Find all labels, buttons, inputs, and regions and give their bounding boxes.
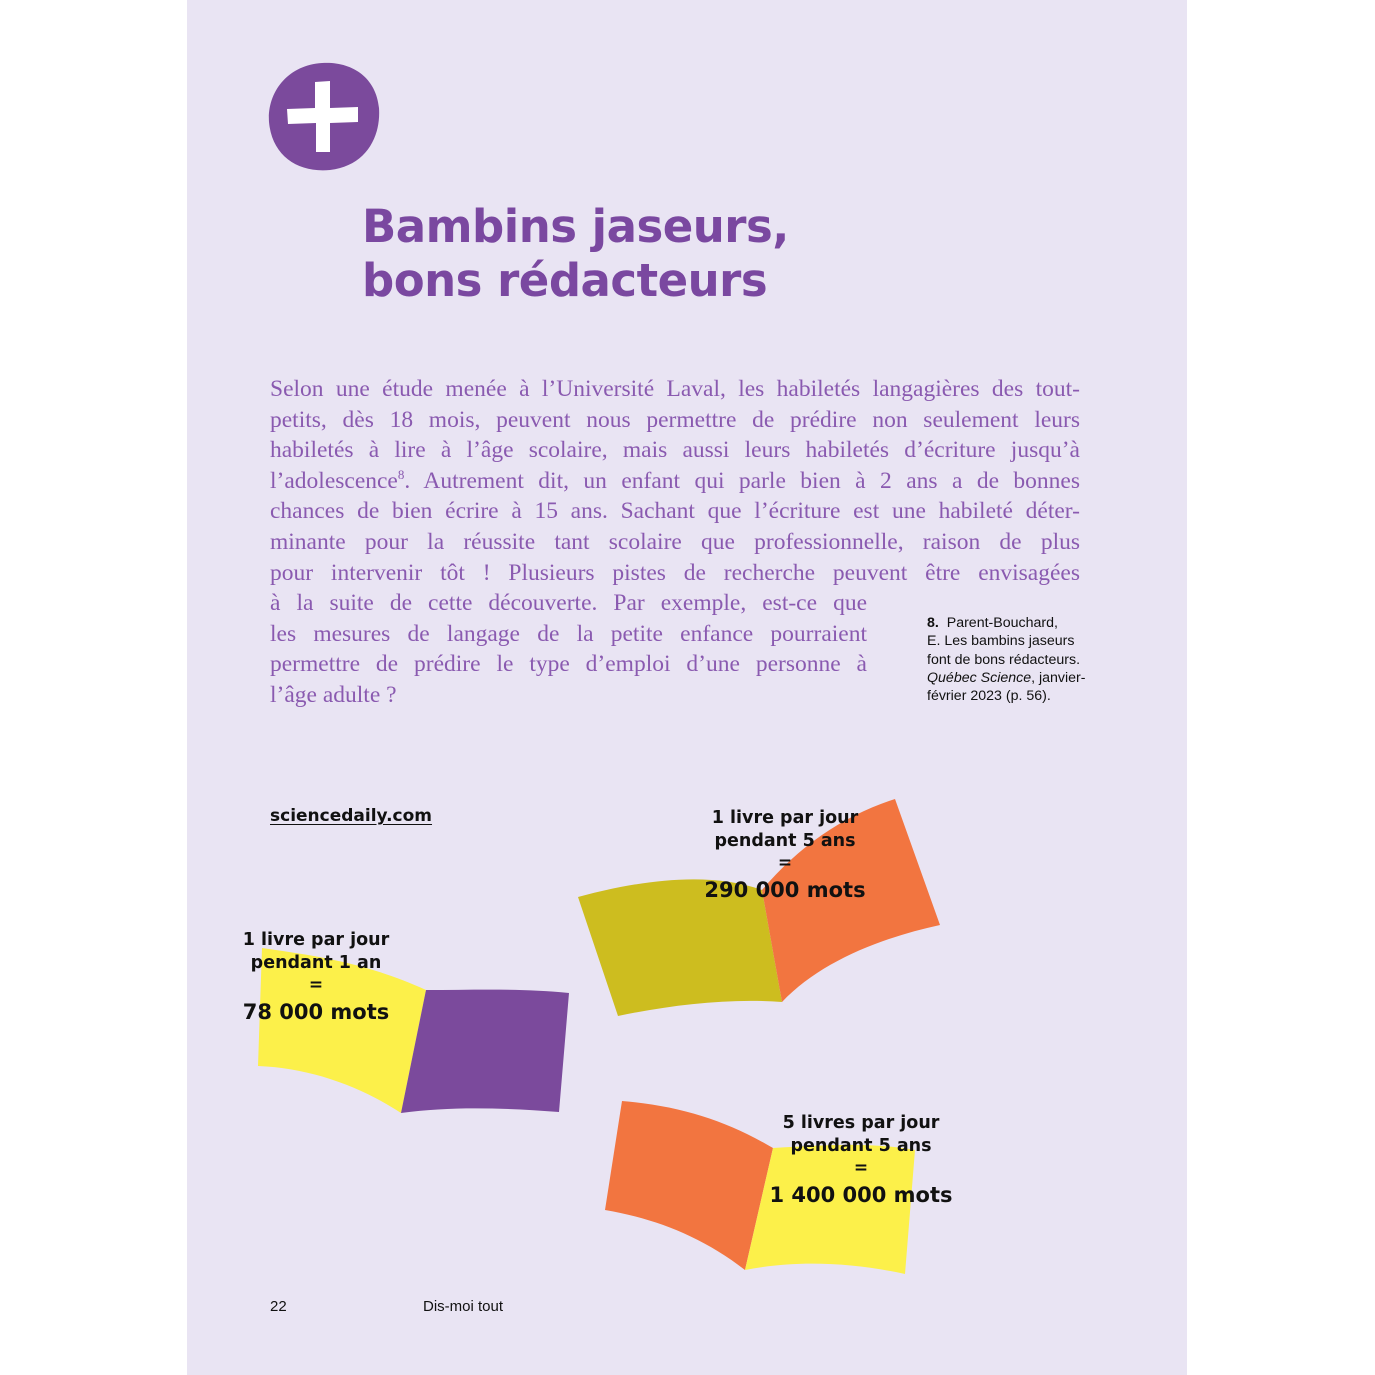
footnote-reference[interactable]: 8 bbox=[397, 466, 405, 482]
book-label-1 bbox=[236, 929, 396, 1028]
body-line: Selon une étude menée à l’Université Laval, les habiletés langagières des tout- bbox=[270, 376, 1080, 402]
book-total: 290 000 mots bbox=[704, 878, 866, 902]
book-rate: 5 livres par jour bbox=[782, 1113, 940, 1133]
body-line-part: . Autrement dit, un enfant qui parle bien à 2 ans a de bonnes bbox=[404, 467, 1080, 494]
title-line-2: bons rédacteurs bbox=[362, 254, 768, 307]
footnote-line: février 2023 (p. 56). bbox=[927, 688, 1051, 705]
book-equals: = bbox=[853, 1158, 869, 1178]
body-line: permettre de prédire le type d’emploi d’une personne à bbox=[270, 651, 867, 678]
body-line: à la suite de cette découverte. Par exemple, est-ce que bbox=[270, 590, 867, 617]
body-line: chances de bien écrire à 15 ans. Sachant que l’écriture est une habileté déter- bbox=[270, 498, 1080, 525]
body-line: habiletés à lire à l’âge scolaire, mais aussi leurs habiletés d’écriture jusqu’à bbox=[270, 437, 1080, 464]
book-equals: = bbox=[777, 853, 793, 873]
footnote-line: font de bons rédacteurs. bbox=[927, 651, 1081, 668]
title-line-1: Bambins jaseurs, bbox=[362, 200, 789, 253]
page-number: 22 bbox=[270, 1298, 287, 1315]
book-label-2 bbox=[700, 807, 870, 906]
source-link[interactable]: sciencedaily.com bbox=[270, 806, 433, 826]
footnote-number: 8. bbox=[927, 615, 939, 631]
body-line: l’âge adulte ? bbox=[270, 681, 397, 708]
footnote-line: E. Les bambins jaseurs bbox=[927, 633, 1075, 650]
body-line: petits, dès 18 mois, peuvent nous permettre de prédire non seulement leurs bbox=[270, 406, 1080, 433]
body-line: les mesures de langage de la petite enfance pourraient bbox=[270, 620, 867, 647]
book-rate: 1 livre par jour bbox=[242, 930, 390, 950]
body-line-part: l’adolescence bbox=[270, 467, 398, 494]
book-total: 1 400 000 mots bbox=[769, 1183, 953, 1207]
book-label-3 bbox=[766, 1112, 956, 1211]
book-equals: = bbox=[308, 975, 324, 995]
body-line: pour intervenir tôt ! Plusieurs pistes de recherche peuvent être envisagées bbox=[270, 559, 1080, 586]
book-duration: pendant 5 ans bbox=[790, 1136, 932, 1156]
book-duration: pendant 5 ans bbox=[714, 831, 856, 851]
book-total: 78 000 mots bbox=[242, 1000, 390, 1024]
running-title: Dis-moi tout bbox=[423, 1298, 504, 1315]
book-duration: pendant 1 an bbox=[250, 953, 382, 973]
footnote-date: , janvier- bbox=[1031, 669, 1086, 686]
book-rate: 1 livre par jour bbox=[711, 808, 859, 828]
footnote-journal: Québec Science bbox=[927, 669, 1032, 686]
footnote-author: Parent-Bouchard, bbox=[946, 615, 1058, 631]
body-line: minante pour la réussite tant scolaire que professionnelle, raison de plus bbox=[270, 528, 1080, 555]
